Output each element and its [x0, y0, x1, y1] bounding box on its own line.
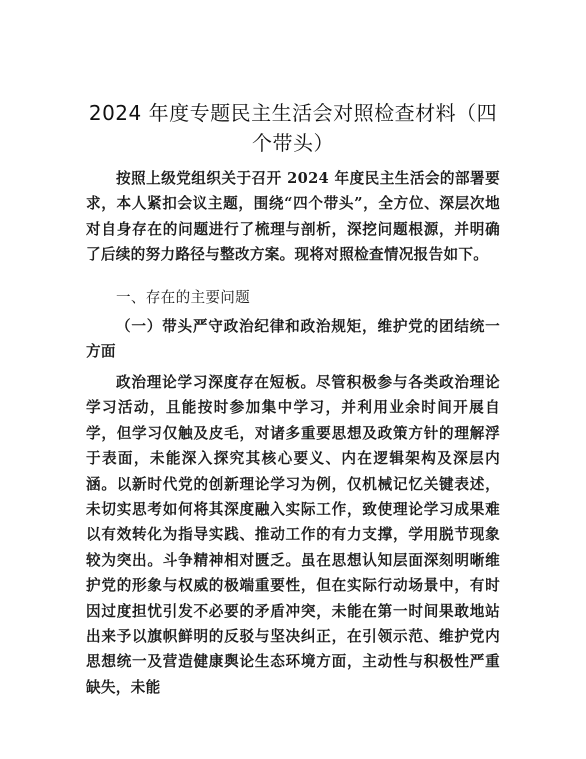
body-paragraph-2: 斗争精神相对匮乏。虽在思想认知层面深刻明晰维护党的形象与权威的极端重要性，但在实际行动场景中，有时因过度担忧引发不必要的矛盾冲突，未能在第一时间果敢地站出来予以旗帜鲜明的反驳与坚决纠正，在引领示范、维护党内思想统一及营造健康舆论生态环境方面，主动性与积极性严重缺失，未能 [86, 551, 500, 696]
body-paragraph-block [86, 370, 500, 759]
intro-paragraph: 按照上级党组织关于召开 2024 年度民主生活会的部署要求，本人紧扣会议主题，围绕“四个带头”，全方位、深层次地对自身存在的问题进行了梳理与剖析，深挖问题根源，并明确了后续的努力路径与整改方案。现将对照检查情况报告如下。 [86, 170, 500, 264]
document-title: 2024 年度专题民主生活会对照检查材料（四个带头） [88, 101, 498, 155]
subsection-heading: （一）带头严守政治纪律和政治规矩，维护党的团结统一方面 [86, 318, 500, 361]
body-paragraph-1: 政治理论学习深度存在短板。尽管积极参与各类政治理论学习活动，且能按时参加集中学习，并利用业余时间开展自学，但学习仅触及皮毛，对诸多重要思想及政策方针的理解浮于表面，未能深入探究其核心要义、内在逻辑架构及深层内涵。以新时代党的创新理论学习为例，仅机械记忆关键表述，未切实思考如何将其深度融入实际工作，致使理论学习成果难以有效转化为指导实践、推动工作的有力支撑，学用脱节现象较为突出。 [86, 374, 500, 569]
section-heading: 一、存在的主要问题 [116, 289, 251, 306]
